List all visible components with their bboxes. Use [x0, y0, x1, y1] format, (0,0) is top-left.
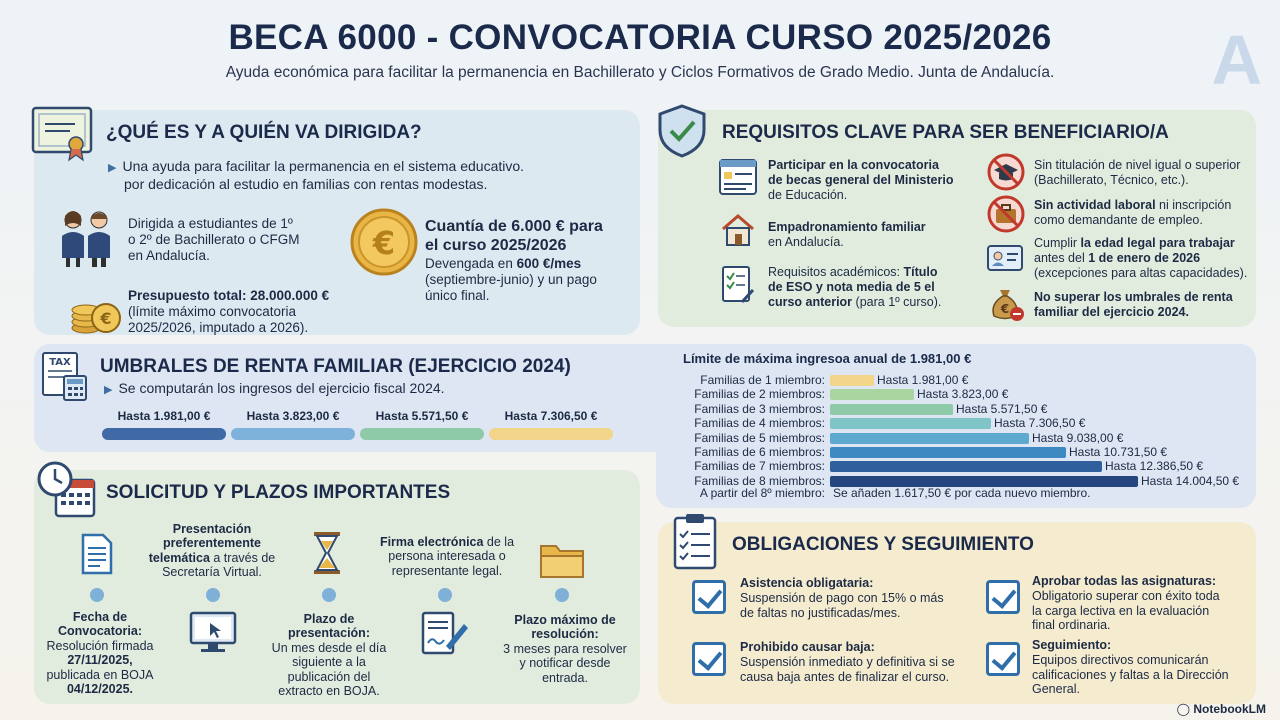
svg-text:€: €	[372, 224, 396, 262]
umbral-label-4: Hasta 7.306,50 €	[504, 409, 598, 423]
chart-category-label: Familias de 5 miembros:	[694, 430, 825, 445]
req-3-prefix: Requisitos académicos:	[768, 265, 904, 279]
maximo-line-5: entrada.	[542, 670, 588, 685]
req-4-text	[1034, 158, 1240, 188]
obligacion-3-title: Aprobar todas las asignaturas:	[1032, 574, 1217, 588]
no-work-icon	[986, 194, 1026, 239]
chart-value-label: Hasta 5.571,50 €	[956, 401, 1048, 416]
chart-value-label: Hasta 3.823,00 €	[917, 387, 1009, 402]
req-6-line-3: (excepciones para altas capacidades).	[1034, 265, 1248, 280]
timeline-dot-4	[438, 588, 452, 602]
timeline-dot-5	[555, 588, 569, 602]
req-3-curso: curso anterior	[768, 294, 853, 309]
obligaciones-title: OBLIGACIONES Y SEGUIMIENTO	[732, 534, 1034, 555]
firma-line-2: persona interesada o	[388, 549, 506, 564]
chart-value-label: Hasta 10.731,50 €	[1069, 445, 1168, 459]
req-5-text	[1034, 198, 1231, 228]
req-7-line-1: No superar los umbrales de renta	[1034, 290, 1233, 304]
firma-text	[372, 535, 522, 578]
req-7-line-2: familiar del ejercicio 2024.	[1034, 304, 1189, 319]
presentacion-line-2: preferentemente	[163, 536, 261, 551]
req-5-line-2: como demandante de empleo.	[1034, 212, 1203, 227]
chart-value-label: Hasta 12.386,50 €	[1105, 459, 1204, 474]
umbral-label-2: Hasta 3.823,00 €	[246, 409, 340, 423]
chart-category-label: Familias de 4 miembros:	[694, 416, 825, 431]
plazo-line-5: publicación del	[287, 669, 371, 684]
req-4-line-2: (Bachillerato, Técnico, etc.).	[1034, 172, 1189, 187]
req-4-line-1: Sin titulación de nivel igual o superior	[1034, 158, 1241, 172]
umbral-label-1: Hasta 1.981,00 €	[117, 409, 211, 423]
umbrales-bullet: ▶ Se computarán los ingresos del ejercicio fiscal 2024.	[104, 380, 445, 396]
plazo-line-3: Un mes desde el día	[271, 640, 387, 655]
document-icon	[80, 532, 114, 581]
chart-row	[660, 431, 1260, 445]
coins-icon	[68, 284, 122, 341]
firma-rest: de la	[483, 535, 515, 549]
svg-text:€: €	[1000, 302, 1010, 316]
checklist-document-icon	[720, 264, 756, 311]
obligacion-1-title: Asistencia obligataria:	[740, 576, 874, 590]
cuantia-text	[425, 217, 603, 255]
chart-row	[660, 416, 1260, 430]
maximo-text	[490, 613, 640, 685]
obligacion-3-line-2: Obligatorio superar con éxito toda	[1032, 588, 1220, 603]
chart-value-label: Hasta 7.306,50 €	[994, 416, 1086, 431]
dirigida-line-3: en Andalucía.	[128, 247, 210, 263]
firma-line-3: representante legal.	[391, 563, 503, 578]
req-1-text	[768, 158, 953, 202]
presentacion-text	[142, 522, 282, 580]
dirigida-text	[128, 216, 300, 264]
obligacion-3-line-3: la carga lectiva en la evaluación	[1032, 603, 1210, 618]
check-icon-1	[692, 580, 726, 614]
req-3-text	[768, 265, 941, 309]
dirigida-line-1: Dirigida a estudiantes de 1º	[128, 216, 293, 231]
obligacion-1	[740, 576, 944, 620]
umbral-bar-2	[231, 428, 355, 440]
euro-coin-icon	[350, 208, 418, 281]
notebooklm-brand	[1177, 702, 1266, 716]
req-5-bold: Sin actividad laboral	[1034, 198, 1156, 212]
plazo-line-1: Plazo de	[303, 612, 355, 626]
chart-row	[660, 445, 1260, 459]
chart-category-label: Familias de 7 miembros:	[694, 459, 825, 474]
shield-check-icon	[656, 103, 708, 164]
timeline-dot-1	[90, 588, 104, 602]
dirigida-line-2: o 2º de Bachillerato o CFGM	[128, 231, 300, 247]
presupuesto-line-3: 2025/2026, imputado a 2026).	[128, 319, 309, 335]
umbral-bar-1	[102, 428, 226, 440]
chart-category-label: Familias de 8 miembros:	[694, 473, 825, 488]
chart-category-label: Familias de 2 miembros:	[694, 387, 825, 402]
tax-label: TAX	[49, 357, 71, 368]
chart-bar	[830, 461, 1102, 472]
chart-bar	[830, 433, 1029, 444]
chart-bar	[830, 418, 991, 429]
timeline-dot-3	[322, 588, 336, 602]
devengada-amount: 600 €/mes	[516, 256, 582, 271]
chart-footer-label: A partir del 8º miembro:	[699, 486, 825, 500]
obligacion-4-line-3: calificaciones y faltas a la Dirección	[1032, 667, 1229, 682]
page-title: BECA 6000 - CONVOCATORIA CURSO 2025/2026	[228, 18, 1052, 57]
computer-icon	[188, 610, 238, 661]
obligacion-2-title: Prohibido causar baja:	[740, 640, 875, 654]
plazo-line-6: extracto en BOJA.	[278, 683, 380, 698]
no-graduation-icon	[986, 152, 1026, 197]
form-icon	[718, 158, 758, 201]
plazo-line-4: siguiente a la	[292, 655, 366, 670]
check-icon-3	[986, 580, 1020, 614]
firma-bold: Firma electrónica	[379, 535, 484, 549]
obligacion-4-line-4: General.	[1032, 682, 1080, 697]
header	[0, 0, 1280, 99]
presentacion-line-4: Secretaría Virtual.	[162, 565, 262, 580]
presentacion-line-1: Presentación	[172, 522, 252, 536]
req-3-suffix: (para 1º curso).	[852, 294, 942, 309]
req-6-date: 1 de enero de 2026	[1088, 250, 1201, 265]
req-5-rest: ni inscripción	[1155, 198, 1232, 212]
req-7-text	[1034, 290, 1233, 320]
req-6-prefix: Cumplir	[1034, 236, 1081, 250]
id-card-icon	[986, 240, 1026, 281]
obligacion-2-line-3: causa baja antes de finalizar el curso.	[740, 669, 950, 684]
req-1-line-2: de becas general del Ministerio	[768, 172, 954, 187]
chart-row	[660, 459, 1260, 473]
req-3-title-word: Título	[903, 265, 938, 279]
signature-icon	[420, 610, 470, 661]
obligacion-3-line-4: final ordinaria.	[1032, 618, 1111, 633]
umbral-bar-4	[489, 428, 613, 440]
fecha-line-4: 27/11/2025,	[67, 653, 133, 668]
que-es-bullet-2: por dedicación al estudio en familias con rentas modestas.	[124, 176, 488, 192]
maximo-line-1: Plazo máximo de	[514, 613, 616, 627]
req-1-line-1: Participar en la convocatoria	[768, 158, 939, 172]
presentacion-telematica: telemática	[148, 550, 210, 565]
folder-icon	[538, 540, 586, 585]
fecha-line-2: Convocatoria:	[57, 624, 143, 639]
obligacion-1-line-3: de faltas no justificadas/mes.	[740, 605, 901, 620]
que-es-title: ¿QUÉ ES Y A QUIÉN VA DIRIGIDA?	[106, 122, 422, 143]
tax-calculator-icon	[40, 350, 90, 407]
plazo-text	[264, 612, 394, 698]
chart-category-label: Familias de 1 miembro:	[700, 373, 825, 387]
fecha-text	[40, 610, 160, 696]
timeline-dot-2	[206, 588, 220, 602]
page-subtitle: Ayuda económica para facilitar la permanencia en Bachillerato y Ciclos Formativos de Grado Medio. Junta de Andalucía.	[225, 64, 1055, 81]
req-6-text	[1034, 236, 1247, 280]
bullet-1-text: Una ayuda para facilitar la permanencia en el sistema educativo.	[122, 158, 525, 174]
cuantia-line-1: Cuantía de 6.000 € para	[425, 218, 603, 235]
presupuesto-text	[128, 288, 329, 336]
obligacion-1-line-2: Suspensión de pago con 15% o más	[740, 590, 944, 605]
maximo-line-4: y notificar desde	[519, 656, 611, 671]
req-2-text	[768, 220, 926, 250]
umbral-bar-3	[360, 428, 484, 440]
req-6-prefix-2: antes del	[1034, 250, 1089, 265]
umbrales-title: UMBRALES DE RENTA FAMILIAR (EJERCICIO 2024)	[100, 356, 571, 377]
solicitud-title: SOLICITUD Y PLAZOS IMPORTANTES	[106, 482, 451, 503]
chart-footer-row	[660, 486, 1260, 500]
chart-bar	[830, 389, 914, 400]
devengada-prefix: Devengada en	[425, 256, 517, 271]
req-1-line-3: de Educación.	[768, 187, 848, 202]
que-es-bullet-1: ▶ Una ayuda para facilitar la permanencia en el sistema educativo.	[108, 158, 525, 174]
brand-text: NotebookLM	[1193, 702, 1266, 716]
clock-calendar-icon	[36, 460, 98, 527]
andalucia-logo-icon: A	[1211, 21, 1262, 99]
presupuesto-line-1: Presupuesto total: 28.000.000 €	[128, 288, 330, 303]
umbrales-bullet-text: Se computarán los ingresos del ejercicio fiscal 2024.	[118, 380, 445, 396]
obligacion-4-line-2: Equipos directivos comunicarán	[1032, 652, 1209, 667]
maximo-line-2: resolución:	[531, 627, 599, 642]
notebooklm-logo-icon: ◯	[1176, 702, 1194, 716]
umbral-label-3: Hasta 5.571,50 €	[375, 409, 469, 423]
chart-bar	[830, 375, 874, 386]
devengada-line-3: único final.	[425, 287, 490, 303]
house-icon	[720, 212, 756, 253]
chart-row	[660, 387, 1260, 401]
devengada-line-2: (septiembre-junio) y un pago	[425, 271, 597, 287]
fecha-line-1: Fecha de	[72, 610, 128, 624]
maximo-line-3: 3 meses para resolver	[503, 641, 627, 656]
plazo-line-2: presentación:	[288, 626, 370, 641]
req-2-line-1: Empadronamiento familiar	[768, 220, 926, 234]
obligacion-2-line-2: Suspensión inmediato y definitiva si se	[740, 654, 955, 669]
chart-value-label: Hasta 14.004,50 €	[1141, 473, 1240, 488]
fecha-line-6: 04/12/2025.	[66, 681, 134, 696]
cuantia-line-2: el curso 2025/2026	[425, 237, 567, 255]
check-icon-4	[986, 642, 1020, 676]
chart-row	[660, 373, 1260, 387]
students-icon	[56, 208, 116, 273]
obligacion-3	[1032, 574, 1220, 633]
check-icon-2	[692, 642, 726, 676]
requisitos-title: REQUISITOS CLAVE PARA SER BENEFICIARIO/A	[722, 122, 1169, 143]
fecha-line-5: publicada en BOJA	[46, 667, 154, 682]
chart-bar	[830, 404, 953, 415]
fecha-line-3: Resolución firmada	[46, 638, 154, 653]
chart-row	[660, 402, 1260, 416]
chart-value-label: Hasta 1.981,00 €	[877, 373, 969, 387]
req-3-line-2: de ESO y nota media de 5 el	[768, 279, 935, 294]
obligacion-4	[1032, 638, 1229, 697]
presentacion-via: a través de	[209, 550, 276, 565]
chart-title: Límite de máxima ingresoa anual de 1.981,00 €	[683, 351, 972, 366]
obligacion-2	[740, 640, 955, 684]
req-6-bold: la edad legal para trabajar	[1080, 236, 1235, 250]
clipboard-icon	[672, 512, 718, 575]
chart-footer-value: Se añaden 1.617,50 € por cada nuevo miembro.	[833, 486, 1091, 500]
svg-text:€: €	[100, 309, 112, 328]
chart-bar	[830, 447, 1066, 458]
req-2-line-2: en Andalucía.	[768, 234, 844, 249]
obligacion-4-title: Seguimiento:	[1032, 638, 1112, 652]
presupuesto-line-2: (límite máximo convocatoria	[128, 303, 297, 319]
chart-category-label: Familias de 3 miembros:	[694, 401, 825, 416]
certificate-icon	[30, 104, 96, 167]
devengada-text	[425, 256, 597, 304]
chart-category-label: Familias de 6 miembros:	[694, 445, 825, 459]
money-bag-icon	[986, 284, 1026, 327]
chart-value-label: Hasta 9.038,00 €	[1032, 430, 1124, 445]
hourglass-icon	[312, 530, 342, 581]
